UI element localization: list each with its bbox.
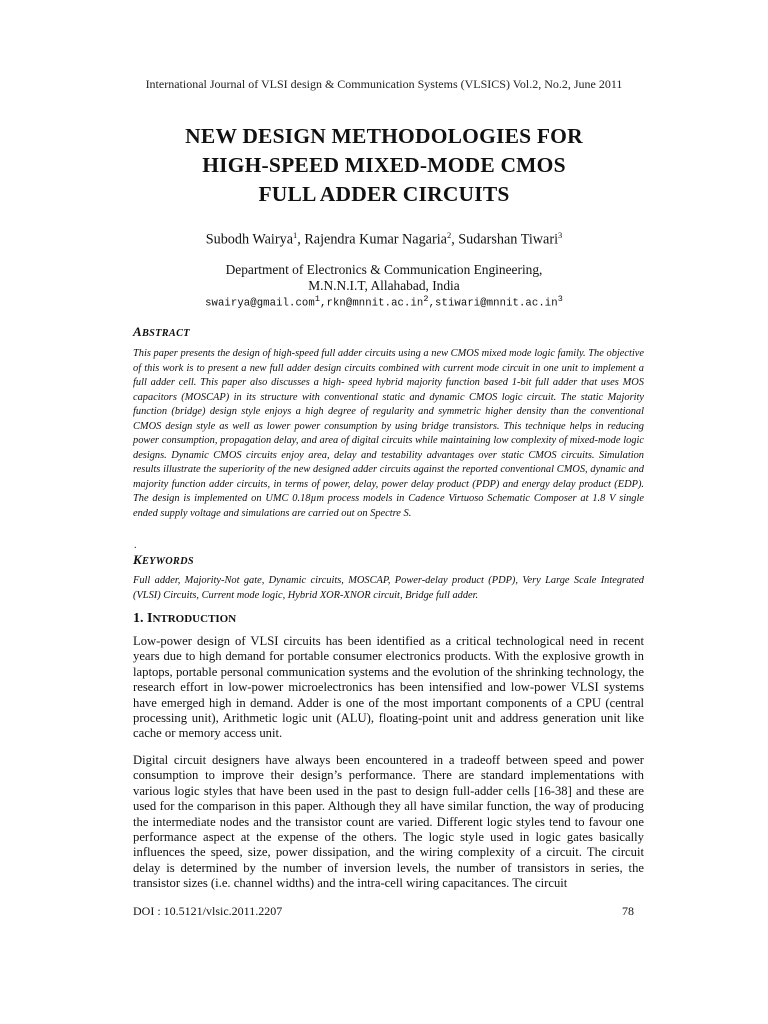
keywords-heading-rest: EYWORDS <box>141 556 194 567</box>
page-number: 78 <box>622 904 634 918</box>
introduction-heading-initial: 1. I <box>133 611 153 626</box>
introduction-heading-rest: NTRODUCTION <box>152 613 237 625</box>
keywords-text: Full adder, Majority-Not gate, Dynamic circuits, MOSCAP, Power-delay product (PDP), Very Large Scale Integrated (VLSI) Circuits, Current mode logic, Hybrid XOR-XNOR circuit, Bridge full adder. <box>133 575 644 601</box>
email-3-sup: 3 <box>557 294 563 304</box>
author-3-affil: 3 <box>558 230 563 240</box>
abstract-heading-rest: BSTRACT <box>141 328 190 339</box>
title-line-2: HIGH-SPEED MIXED-MODE CMOS <box>202 153 566 177</box>
author-list <box>0 230 768 249</box>
title-line-3: FULL ADDER CIRCUITS <box>258 182 510 206</box>
introduction-paragraph-2: Digital circuit designers have always been encountered in a tradeoff between speed and power consumption to improve their design’s performance. There are standard implementations with various logic styles that have been used in the past to design full-adder cells [16-38] and these are used for the comparison in this paper. Although they all have similar function, the way of producing the intermediate nodes and the transistor count are varied. Different logic styles tend to favour one performance aspect at the expense of the others. The logic style used in logic gates basically influences the speed, size, power dissipation, and the wiring complexity of a circuit. The circuit delay is determined by the number of inversion levels, the number of transistors in series, the transistor sizes (i.e. channel widths) and the intra-cell wiring capacitances. The circuit <box>133 753 644 891</box>
author-emails <box>0 294 768 310</box>
journal-header: International Journal of VLSI design & Communication Systems (VLSICS) Vol.2, No.2, June 2011 <box>145 77 623 91</box>
abstract-heading <box>133 324 190 340</box>
affiliation <box>0 262 768 294</box>
affiliation-line-2: M.N.N.I.T, Allahabad, India <box>308 278 460 293</box>
abstract-heading-initial: A <box>133 324 142 339</box>
abstract-text: This paper presents the design of high-speed full adder circuits using a new CMOS mixed mode logic family. The objective of this work is to present a new full adder design circuits combined with current mode circuit in one unit to implement a full adder cell. This paper also discusses a high- speed hybrid majority function based 1-bit full adder that uses MOS capacitors (MOSCAP) in its structure with conventional static and dynamic CMOS logic circuit. The static Majority function (bridge) design style enjoys a high degree of regularity and symmetric higher density than the conventional CMOS design style as well as lower power consumption by using bridge transistors. This technique helps in reducing power consumption, propagation delay, and area of digital circuits while maintaining low complexity of mixed-mode logic designs. Dynamic CMOS circuits enjoy area, delay and testability advantages over static CMOS circuits. Simulation results illustrate the superiority of the new designed adder circuits against the reported conventional CMOS, dynamic and majority function adder circuits, in terms of power, delay, power delay product (PDP) and energy delay product (EDP). The design is implemented on UMC 0.18µm process models in Cadence Virtuoso Schematic Composer at 1.8 V single ended supply voltage and simulations are carried out on Spectre S. <box>133 348 644 520</box>
author-2-affil: 2 <box>446 230 452 240</box>
introduction-heading <box>133 611 236 627</box>
author-1: Subodh Wairya <box>205 231 293 248</box>
email-3: ,stiwari@mnnit.ac.in <box>428 297 558 310</box>
email-2: ,rkn@mnnit.ac.in <box>320 297 424 310</box>
abstract-trailing-dot: . <box>134 540 137 551</box>
email-1: swairya@gmail.com <box>205 297 315 310</box>
email-1-sup: 1 <box>314 294 321 304</box>
title-line-1: NEW DESIGN METHODOLOGIES FOR <box>185 124 583 148</box>
author-2: , Rajendra Kumar Nagaria <box>297 231 447 248</box>
author-1-affil: 1 <box>293 230 298 240</box>
affiliation-line-1: Department of Electronics & Communication Engineering, <box>225 262 543 277</box>
footer-doi: DOI : 10.5121/vlsic.2011.2207 <box>133 904 283 918</box>
paper-title <box>60 122 708 209</box>
keywords-heading-initial: K <box>133 552 142 567</box>
introduction-paragraph-1: Low-power design of VLSI circuits has been identified as a critical technological need in recent years due to high demand for portable consumer electronics products. With the explosive growth in laptops, portable personal communication systems and the evolution of the shrinking technology, the research effort in low-power microelectronics has been intensified and low-power VLSI systems have emerged high in demand. Adder is one of the most important components of a CPU (central processing unit), Arithmetic logic unit (ALU), floating-point unit and address generation unit like cache or memory access unit. <box>133 634 644 741</box>
email-2-sup: 2 <box>423 294 429 304</box>
author-3: , Sudarshan Tiwari <box>451 231 559 248</box>
keywords-heading <box>133 552 194 568</box>
